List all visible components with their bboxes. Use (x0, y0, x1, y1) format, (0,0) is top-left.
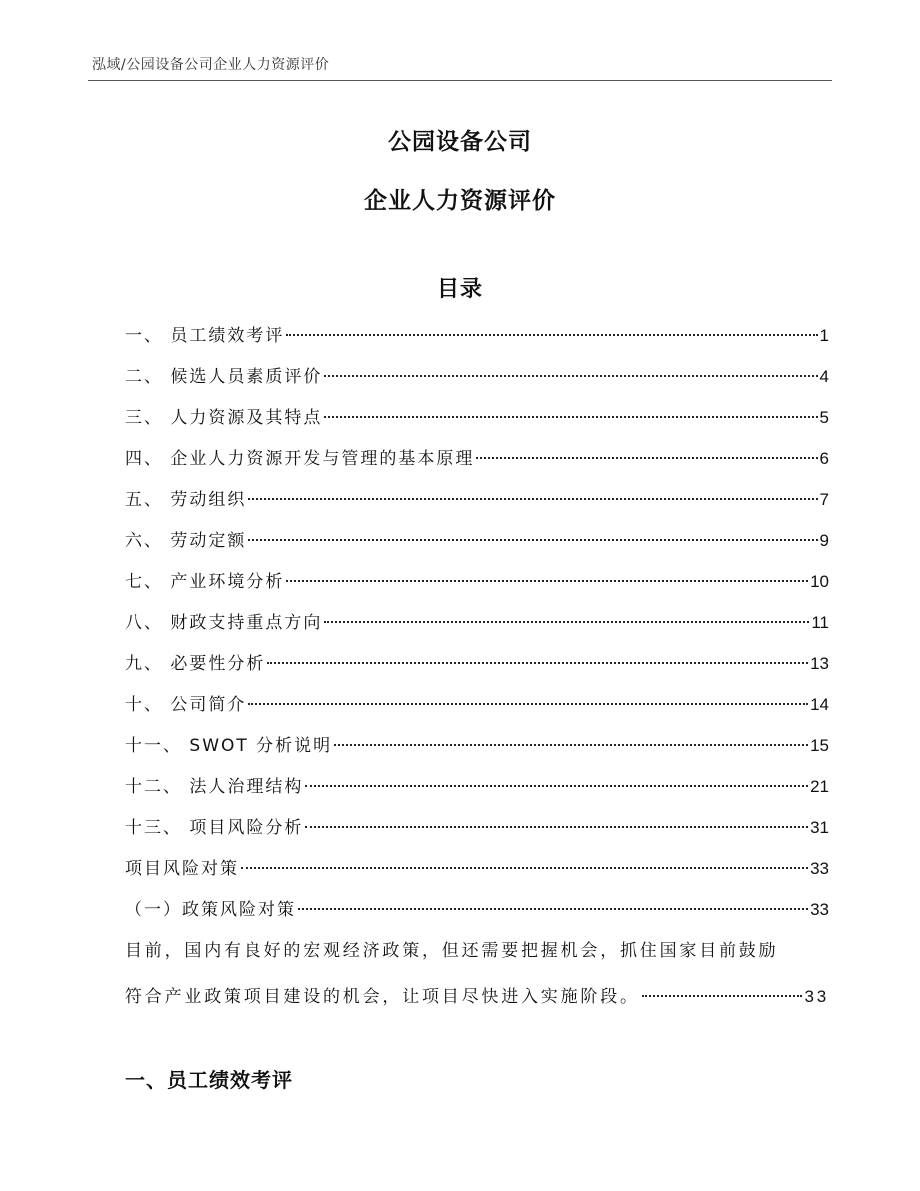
toc-entry[interactable] (125, 402, 829, 443)
toc-leader-dots (241, 867, 808, 869)
toc-entry-label: 十一、 SWOT 分析说明 (125, 736, 333, 756)
toc-entry-label: 项目风险对策 (125, 859, 239, 879)
toc-leader-dots (286, 334, 817, 336)
toc-entry-label: 四、 企业人力资源开发与管理的基本原理 (125, 449, 475, 469)
toc-entry[interactable] (125, 566, 829, 607)
toc-entry[interactable] (125, 484, 829, 525)
toc-entry-page: 33 (810, 900, 829, 919)
toc-entry[interactable] (125, 607, 829, 648)
toc-entry[interactable] (125, 730, 829, 771)
toc-entry-line2 (125, 974, 829, 1020)
toc-entry-page: 6 (819, 449, 829, 468)
toc-entry-page: 33 (804, 987, 829, 1006)
toc-leader-dots (298, 908, 808, 910)
toc-leader-dots (324, 416, 817, 418)
toc-entry[interactable] (125, 443, 829, 484)
toc-entry[interactable] (125, 320, 829, 361)
toc-entry-page: 15 (810, 736, 829, 755)
toc-leader-dots (324, 621, 809, 623)
toc-entry-label: 五、 劳动组织 (125, 490, 247, 510)
toc-entry-page: 11 (811, 613, 829, 632)
toc-entry-label-line2: 符合产业政策项目建设的机会，让项目尽快进入实施阶段。 (125, 987, 640, 1007)
toc-entry-page: 7 (819, 490, 829, 509)
toc-leader-dots (334, 744, 808, 746)
toc-heading: 目录 (436, 277, 483, 302)
toc-entry-page: 9 (819, 531, 829, 550)
running-header: 泓域/公园设备公司企业人力资源评价 (92, 57, 330, 73)
header-divider (88, 80, 832, 81)
toc-entry[interactable] (125, 689, 829, 730)
toc-entry[interactable] (125, 648, 829, 689)
toc-entry-page: 14 (810, 695, 829, 714)
toc-leader-dots (248, 703, 808, 705)
table-of-contents (125, 320, 829, 935)
toc-entry-page: 10 (810, 572, 829, 591)
toc-leader-dots (476, 457, 817, 459)
toc-leader-dots (248, 539, 817, 541)
toc-leader-dots (248, 498, 817, 500)
toc-entry-multiline[interactable] (125, 929, 829, 1020)
toc-entry-page: 21 (810, 777, 829, 796)
toc-entry-page: 4 (819, 367, 829, 386)
toc-entry[interactable] (125, 853, 829, 894)
toc-entry-label: 一、 员工绩效考评 (125, 326, 285, 346)
toc-entry[interactable] (125, 361, 829, 402)
toc-entry-label: 十二、 法人治理结构 (125, 777, 304, 797)
toc-leader-dots (305, 826, 808, 828)
toc-entry-label: 三、 人力资源及其特点 (125, 408, 323, 428)
toc-entry[interactable] (125, 525, 829, 566)
toc-entry-page: 5 (819, 408, 829, 427)
toc-entry-label-line1: 目前，国内有良好的宏观经济政策，但还需要把握机会，抓住国家目前鼓励 (125, 941, 779, 961)
toc-entry[interactable] (125, 812, 829, 853)
toc-leader-dots (286, 580, 808, 582)
toc-entry-page: 13 (810, 654, 829, 673)
document-title: 公园设备公司 (388, 129, 532, 155)
toc-entry-label: 十、 公司简介 (125, 695, 247, 715)
section-heading: 一、员工绩效考评 (125, 1068, 293, 1092)
toc-leader-dots (267, 662, 808, 664)
toc-entry-label: 九、 必要性分析 (125, 654, 266, 674)
toc-entry[interactable] (125, 771, 829, 812)
toc-leader-dots (642, 995, 803, 997)
toc-leader-dots (305, 785, 808, 787)
toc-entry-label: 十三、 项目风险分析 (125, 818, 304, 838)
toc-entry-page: 33 (810, 859, 829, 878)
document-subtitle: 企业人力资源评价 (364, 188, 556, 214)
toc-leader-dots (324, 375, 817, 377)
toc-entry-label: 七、 产业环境分析 (125, 572, 285, 592)
toc-entry-label: （一）政策风险对策 (125, 900, 296, 920)
toc-entry-label: 八、 财政支持重点方向 (125, 613, 323, 633)
toc-entry-page: 1 (819, 326, 829, 345)
toc-entry-label: 六、 劳动定额 (125, 531, 247, 551)
toc-entry-label: 二、 候选人员素质评价 (125, 367, 323, 387)
toc-entry-page: 31 (810, 818, 829, 837)
